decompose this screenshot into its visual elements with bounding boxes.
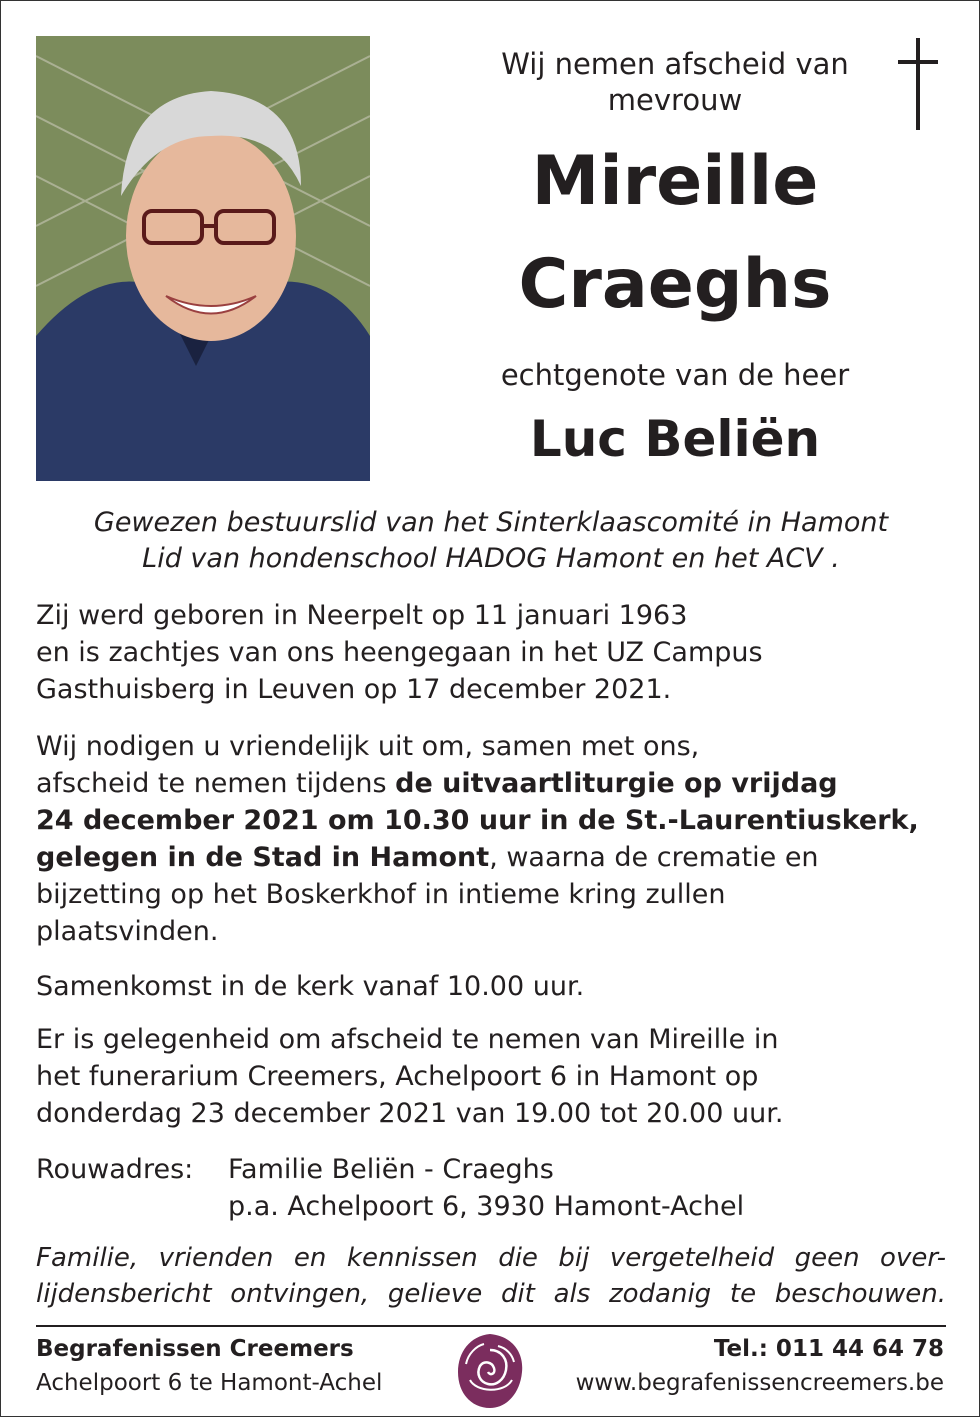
birth-line: en is zachtjes van ons heengegaan in het UZ Campus [36, 637, 763, 668]
gathering-note: Samenkomst in de kerk vanaf 10.00 uur. [36, 971, 585, 1002]
funeral-text: afscheid te nemen tijdens [36, 768, 396, 799]
deceased-last-name: Craeghs [518, 245, 832, 324]
visitation-line: donderdag 23 december 2021 van 19.00 tot 20.00 uur. [36, 1098, 784, 1129]
membership-line: Lid van hondenschool HADOG Hamont en het ACV . [142, 543, 840, 574]
spouse-name: Luc Beliën [529, 410, 821, 468]
portrait-photo [36, 36, 370, 481]
funeral-text: , waarna de crematie en [489, 842, 819, 873]
mourning-address-label: Rouwadres: [36, 1154, 194, 1185]
funeral-line: Wij nodigen u vriendelijk uit om, samen met ons, [36, 731, 700, 762]
address-line: Familie Beliën - Craeghs [228, 1154, 554, 1185]
footer-divider [36, 1325, 946, 1327]
funeral-emphasis: 24 december 2021 om 10.30 uur in de St.-Laurentiuskerk, [36, 805, 919, 836]
mourning-address [228, 1151, 744, 1225]
intro-line: Wij nemen afscheid van [501, 47, 849, 81]
funeral-home-name: Begrafenissen Creemers [36, 1336, 354, 1362]
memberships [36, 505, 946, 577]
spouse-intro: echtgenote van de heer [500, 358, 850, 392]
closing-line: lijdensbericht ontvingen, gelieve dit als zodanig te beschouwen. [36, 1279, 946, 1309]
visitation-line: Er is gelegenheid om afscheid te nemen van Mireille in [36, 1024, 779, 1055]
funeral-line [36, 839, 936, 876]
funeral-home-website[interactable]: www.begrafenissencreemers.be [575, 1370, 944, 1396]
closing-line: Familie, vrienden en kennissen die bij vergetelheid geen over- [36, 1243, 946, 1273]
membership-line: Gewezen bestuurslid van het Sinterklaascomité in Hamont [93, 507, 889, 538]
funeral-paragraph [36, 728, 936, 950]
cross-icon [896, 38, 940, 130]
visitation-paragraph [36, 1021, 936, 1132]
funeral-line: bijzetting op het Boskerkhof in intieme kring zullen [36, 879, 726, 910]
closing-note [36, 1240, 946, 1312]
rose-logo-icon [452, 1330, 528, 1410]
funeral-line [36, 765, 936, 802]
funeral-emphasis: de uitvaartliturgie op vrijdag [395, 768, 838, 799]
deceased-first-name: Mireille [531, 142, 819, 221]
birth-line: Zij werd geboren in Neerpelt op 11 januari 1963 [36, 600, 688, 631]
funeral-emphasis: gelegen in de Stad in Hamont [36, 842, 490, 873]
funeral-home-address: Achelpoort 6 te Hamont-Achel [36, 1370, 383, 1396]
intro-text [440, 46, 910, 118]
address-line: p.a. Achelpoort 6, 3930 Hamont-Achel [228, 1191, 745, 1222]
birth-line: Gasthuisberg in Leuven op 17 december 2021. [36, 674, 672, 705]
visitation-line: het funerarium Creemers, Achelpoort 6 in Hamont op [36, 1061, 759, 1092]
birth-paragraph [36, 597, 936, 708]
funeral-line: plaatsvinden. [36, 916, 219, 947]
intro-line: mevrouw [607, 83, 743, 117]
funeral-line [36, 802, 936, 839]
funeral-home-phone: Tel.: 011 44 64 78 [713, 1336, 944, 1362]
